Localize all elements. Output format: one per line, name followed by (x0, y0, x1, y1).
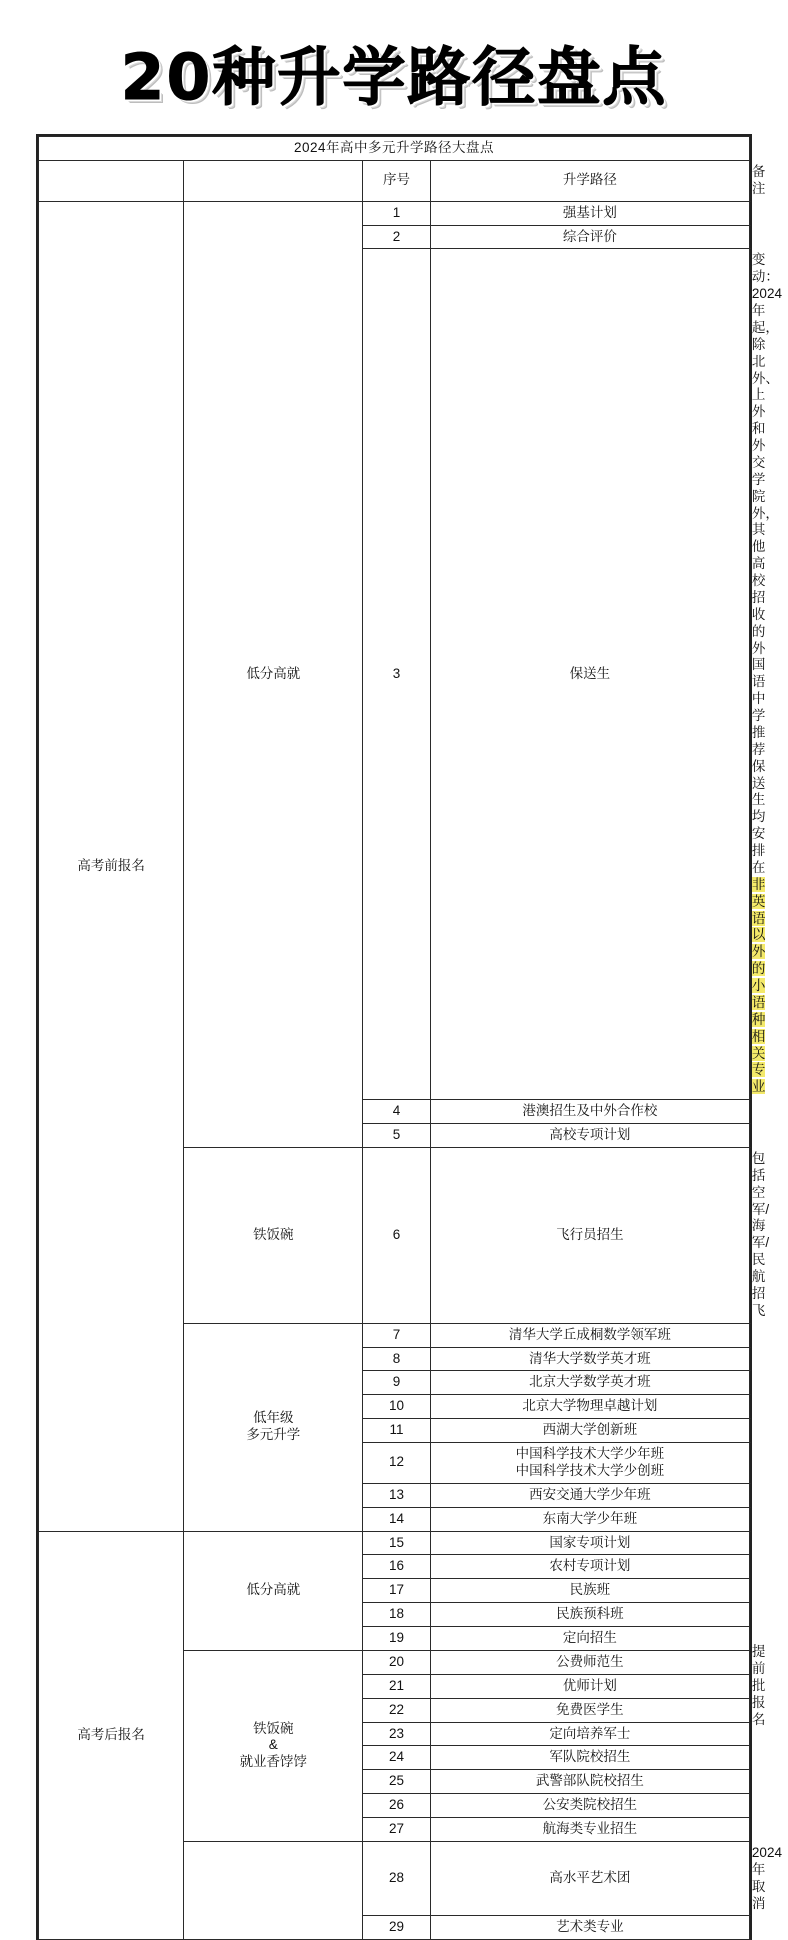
row-index: 28 (363, 1841, 430, 1916)
row-index: 21 (363, 1674, 430, 1698)
table-header-row (39, 160, 750, 201)
subgroup-line-1: 铁饭碗 (253, 1721, 294, 1736)
row-path (430, 1443, 749, 1484)
row-index: 24 (363, 1746, 430, 1770)
row-index: 16 (363, 1555, 430, 1579)
row-path: 定向培养军士 (430, 1722, 749, 1746)
subgroup-label (184, 1841, 363, 1939)
row-path: 优师计划 (430, 1674, 749, 1698)
subgroup-label (184, 1323, 363, 1531)
row-index: 20 (363, 1650, 430, 1674)
row-index: 17 (363, 1579, 430, 1603)
row-path: 西湖大学创新班 (430, 1419, 749, 1443)
pathways-table (38, 136, 750, 1940)
row-index: 1 (363, 201, 430, 225)
row-path: 港澳招生及中外合作校 (430, 1100, 749, 1124)
header-path: 升学路径 (430, 160, 749, 201)
pathways-table-container (36, 134, 752, 1940)
row-path-line-2: 中国科学技术大学少创班 (516, 1463, 665, 1478)
subgroup-label: 铁饭碗 (184, 1147, 363, 1323)
subgroup-line-3: 就业香饽饽 (240, 1754, 308, 1769)
row-index: 19 (363, 1627, 430, 1651)
row-path: 公安类院校招生 (430, 1794, 749, 1818)
subgroup-line-2: 多元升学 (246, 1427, 300, 1442)
row-path: 北京大学数学英才班 (430, 1371, 749, 1395)
header-blank-1 (39, 160, 184, 201)
row-path: 国家专项计划 (430, 1531, 749, 1555)
header-index: 序号 (363, 160, 430, 201)
note-text: 变动：2024年起，除北外、上外和外交学院外，其他高校招收的外国语中学推荐保送生均安排在 (752, 252, 782, 875)
subgroup-label: 低分高就 (184, 1531, 363, 1650)
row-index: 13 (363, 1483, 430, 1507)
row-index: 26 (363, 1794, 430, 1818)
row-index: 27 (363, 1818, 430, 1842)
row-path: 综合评价 (430, 225, 749, 249)
row-path: 高校专项计划 (430, 1124, 749, 1148)
header-blank-2 (184, 160, 363, 201)
row-index: 4 (363, 1100, 430, 1124)
row-index: 11 (363, 1419, 430, 1443)
row-index: 5 (363, 1124, 430, 1148)
row-index: 15 (363, 1531, 430, 1555)
row-path: 公费师范生 (430, 1650, 749, 1674)
row-path: 强基计划 (430, 201, 749, 225)
table-row (39, 201, 750, 225)
table-row (39, 1531, 750, 1555)
row-index: 8 (363, 1347, 430, 1371)
row-index: 25 (363, 1770, 430, 1794)
table-title-row (39, 137, 750, 161)
row-index: 7 (363, 1323, 430, 1347)
row-path: 民族预科班 (430, 1603, 749, 1627)
row-index: 9 (363, 1371, 430, 1395)
row-index: 10 (363, 1395, 430, 1419)
row-index: 22 (363, 1698, 430, 1722)
row-path: 艺术类专业 (430, 1916, 749, 1940)
row-path: 军队院校招生 (430, 1746, 749, 1770)
row-path: 保送生 (430, 249, 749, 1100)
row-path: 免费医学生 (430, 1698, 749, 1722)
row-path: 民族班 (430, 1579, 749, 1603)
row-path: 武警部队院校招生 (430, 1770, 749, 1794)
table-title: 2024年高中多元升学路径大盘点 (39, 137, 750, 161)
page-title: 20种升学路径盘点 (0, 0, 788, 134)
row-index: 6 (363, 1147, 430, 1323)
group-label: 高考后报名 (39, 1531, 184, 1940)
row-path: 清华大学数学英才班 (430, 1347, 749, 1371)
row-index: 23 (363, 1722, 430, 1746)
row-path-line-1: 中国科学技术大学少年班 (516, 1446, 665, 1461)
subgroup-label (184, 1650, 363, 1841)
subgroup-line-2: & (269, 1737, 278, 1752)
row-index: 3 (363, 249, 430, 1100)
row-path: 高水平艺术团 (430, 1841, 749, 1916)
row-path: 西安交通大学少年班 (430, 1483, 749, 1507)
row-path: 清华大学丘成桐数学领军班 (430, 1323, 749, 1347)
row-index: 14 (363, 1507, 430, 1531)
group-label: 高考前报名 (39, 201, 184, 1531)
row-index: 2 (363, 225, 430, 249)
row-index: 12 (363, 1443, 430, 1484)
row-path: 航海类专业招生 (430, 1818, 749, 1842)
row-path: 定向招生 (430, 1627, 749, 1651)
row-path: 飞行员招生 (430, 1147, 749, 1323)
subgroup-line-1: 低年级 (253, 1410, 294, 1425)
row-path: 农村专项计划 (430, 1555, 749, 1579)
row-path: 东南大学少年班 (430, 1507, 749, 1531)
subgroup-label: 低分高就 (184, 201, 363, 1147)
row-index: 18 (363, 1603, 430, 1627)
row-index: 29 (363, 1916, 430, 1940)
row-path: 北京大学物理卓越计划 (430, 1395, 749, 1419)
note-highlight: 非英语以外的小语种相关专业 (752, 877, 766, 1095)
